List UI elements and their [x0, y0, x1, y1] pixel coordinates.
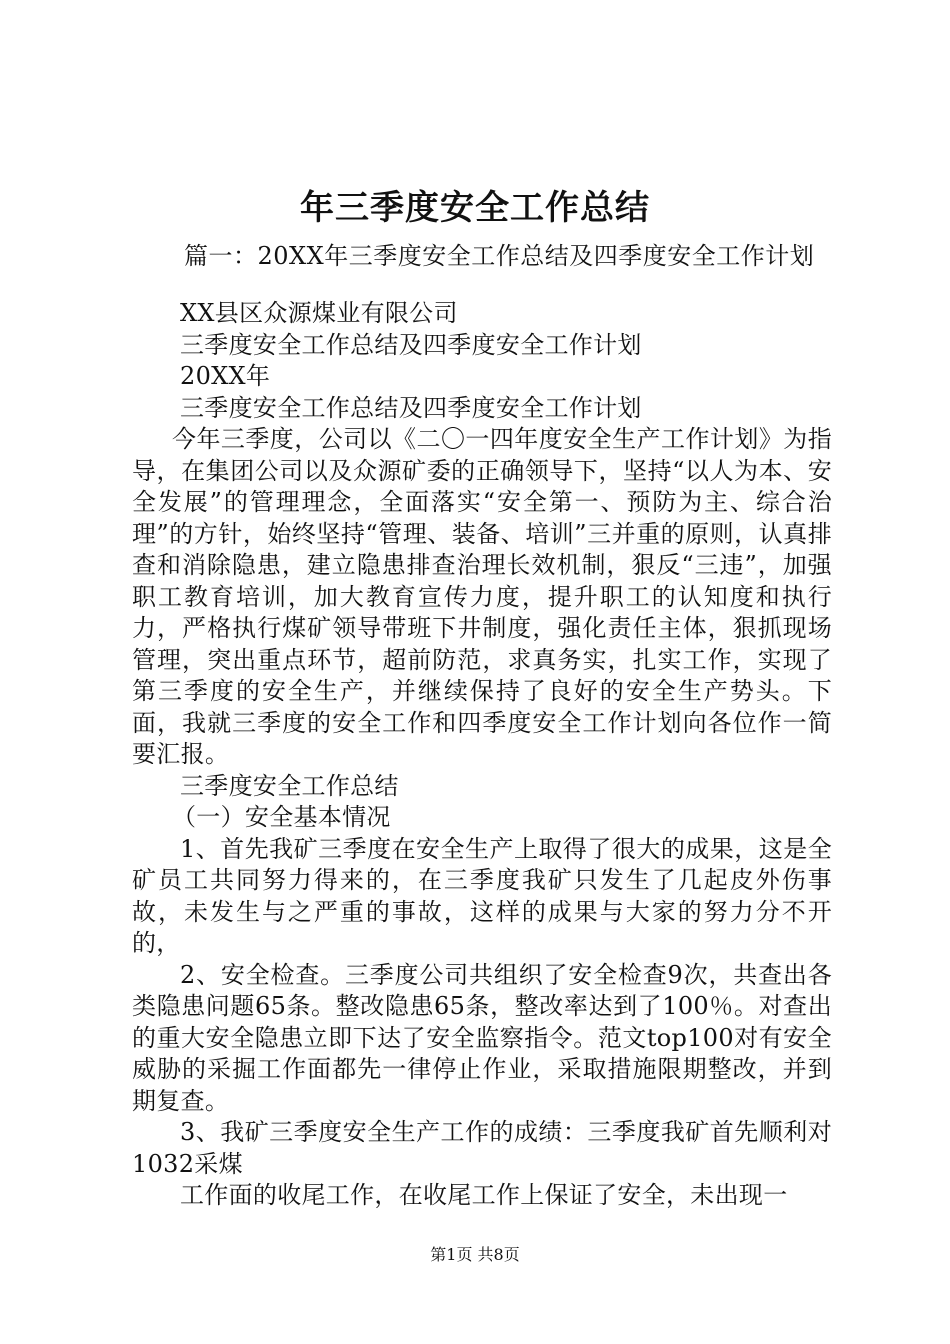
item-3-paragraph: 3、我矿三季度安全生产工作的成绩：三季度我矿首先顺利对1032采煤 — [132, 1118, 832, 1178]
page-indicator: 第1页 共8页 — [430, 1245, 520, 1264]
document-body — [132, 298, 832, 1212]
item-2-paragraph: 2、安全检查。三季度公司共组织了安全检查9次，共查出各类隐患问题65条。整改隐患65条，整改率达到了100％。对查出的重大安全隐患立即下达了安全监察指令。范文top100对有安全威胁的采掘工作面都先一律停止作业，采取措施限期整改，并到期复查。 — [132, 960, 832, 1115]
page-title: 年三季度安全工作总结 — [300, 188, 650, 228]
section-heading: 三季度安全工作总结 — [180, 771, 399, 800]
header-line-plan-title: 三季度安全工作总结及四季度安全工作计划 — [180, 330, 642, 359]
subsection-heading: （一）安全基本情况 — [172, 803, 391, 831]
item-1-paragraph: 1、首先我矿三季度在安全生产上取得了很大的成果，这是全矿员工共同努力得来的，在三季度我矿只发生了几起皮外伤事故，未发生与之严重的事故，这样的成果与大家的努力分不开的， — [132, 834, 832, 957]
document-subtitle: 篇一：20XX年三季度安全工作总结及四季度安全工作计划 — [184, 242, 815, 270]
intro-paragraph: 今年三季度，公司以《二〇一四年度安全生产工作计划》为指导，在集团公司以及众源矿委的正确领导下，坚持“以人为本、安全发展”的管理理念，全面落实“安全第一、预防为主、综合治理”的方针，始终坚持“管理、装备、培训”三并重的原则，认真排查和消除隐患，建立隐患排查治理长效机制，狠反“三违”，加强职工教育培训，加大教育宣传力度，提升职工的认知度和执行力，严格执行煤矿领导带班下井制度，强化责任主体，狠抓现场管理，突出重点环节，超前防范，求真务实，扎实工作，实现了第三季度的安全生产，并继续保持了良好的安全生产势头。下面，我就三季度的安全工作和四季度安全工作计划向各位作一简要汇报。 — [132, 425, 832, 768]
item-3-continuation: 工作面的收尾工作，在收尾工作上保证了安全，未出现一 — [180, 1181, 788, 1209]
header-line-company: XX县区众源煤业有限公司 — [180, 299, 458, 327]
header-line-plan-title-repeat: 三季度安全工作总结及四季度安全工作计划 — [180, 393, 642, 422]
header-line-year: 20XX年 — [180, 362, 271, 390]
